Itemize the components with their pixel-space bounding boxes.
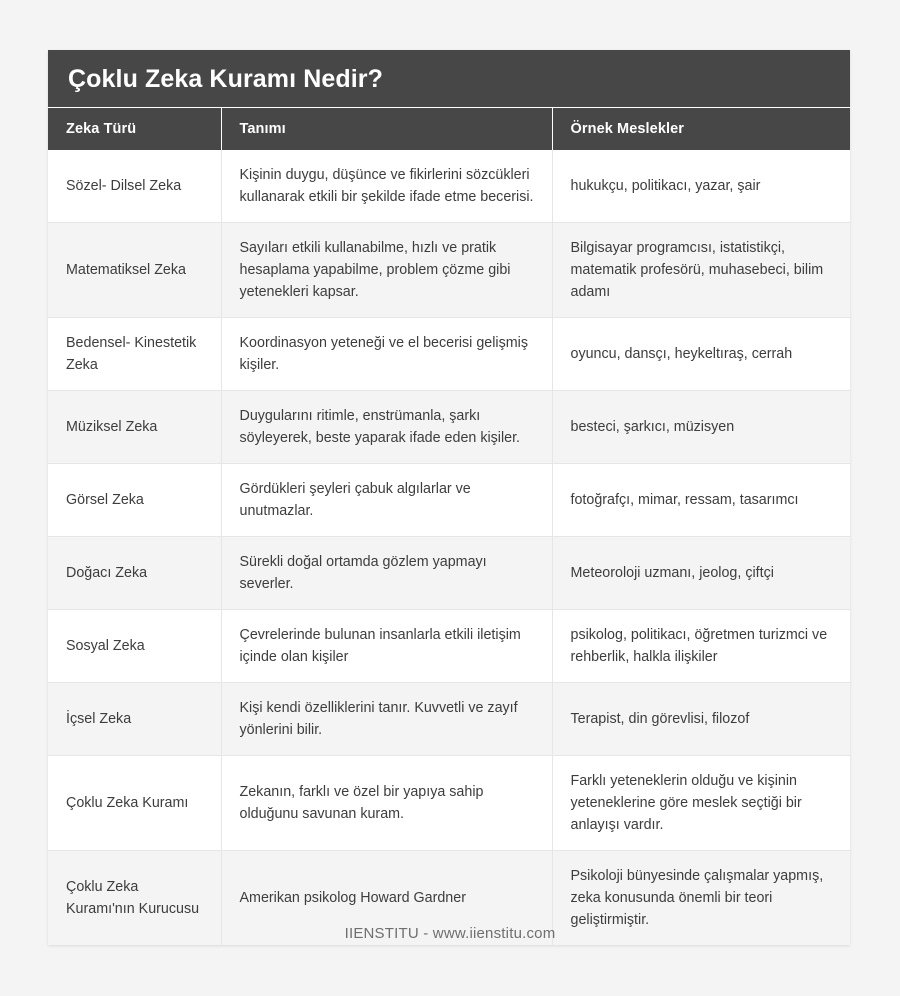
- cell-example-jobs: besteci, şarkıcı, müzisyen: [552, 391, 850, 464]
- cell-intelligence-type: Çoklu Zeka Kuramı: [48, 756, 221, 851]
- cell-example-jobs: hukukçu, politikacı, yazar, şair: [552, 150, 850, 223]
- page-title: Çoklu Zeka Kuramı Nedir?: [48, 50, 850, 108]
- cell-intelligence-type: Bedensel- Kinestetik Zeka: [48, 318, 221, 391]
- table-row: [48, 464, 850, 537]
- table-row: [48, 150, 850, 223]
- cell-example-jobs: Farklı yeteneklerin olduğu ve kişinin yeteneklerine göre meslek seçtiği bir anlayışı vardır.: [552, 756, 850, 851]
- column-header-jobs: Örnek Meslekler: [552, 108, 850, 150]
- cell-definition: Kişi kendi özelliklerini tanır. Kuvvetli ve zayıf yönlerini bilir.: [221, 683, 552, 756]
- footer-attribution: IIENSTITU - www.iienstitu.com: [344, 925, 556, 942]
- intelligence-types-table: [48, 108, 850, 945]
- table-header: [48, 108, 850, 150]
- cell-definition: Çevrelerinde bulunan insanlarla etkili iletişim içinde olan kişiler: [221, 610, 552, 683]
- cell-example-jobs: fotoğrafçı, mimar, ressam, tasarımcı: [552, 464, 850, 537]
- column-header-definition: Tanımı: [221, 108, 552, 150]
- cell-intelligence-type: İçsel Zeka: [48, 683, 221, 756]
- table-row: [48, 683, 850, 756]
- cell-intelligence-type: Çoklu Zeka Kuramı'nın Kurucusu: [48, 851, 221, 946]
- table-row: [48, 223, 850, 318]
- cell-definition: Zekanın, farklı ve özel bir yapıya sahip olduğunu savunan kuram.: [221, 756, 552, 851]
- infographic-card: [48, 50, 850, 945]
- cell-definition: Duygularını ritimle, enstrümanla, şarkı söyleyerek, beste yaparak ifade eden kişiler.: [221, 391, 552, 464]
- cell-example-jobs: oyuncu, dansçı, heykeltıraş, cerrah: [552, 318, 850, 391]
- table-header-row: [48, 108, 850, 150]
- table-row: [48, 318, 850, 391]
- cell-intelligence-type: Doğacı Zeka: [48, 537, 221, 610]
- cell-definition: Kişinin duygu, düşünce ve fikirlerini sözcükleri kullanarak etkili bir şekilde ifade etme becerisi.: [221, 150, 552, 223]
- cell-intelligence-type: Matematiksel Zeka: [48, 223, 221, 318]
- cell-example-jobs: psikolog, politikacı, öğretmen turizmci ve rehberlik, halkla ilişkiler: [552, 610, 850, 683]
- table-row: [48, 756, 850, 851]
- table-body: [48, 150, 850, 945]
- cell-example-jobs: Bilgisayar programcısı, istatistikçi, matematik profesörü, muhasebeci, bilim adamı: [552, 223, 850, 318]
- cell-definition: Koordinasyon yeteneği ve el becerisi gelişmiş kişiler.: [221, 318, 552, 391]
- cell-definition: Gördükleri şeyleri çabuk algılarlar ve unutmazlar.: [221, 464, 552, 537]
- cell-definition: Amerikan psikolog Howard Gardner: [221, 851, 552, 946]
- cell-example-jobs: Meteoroloji uzmanı, jeolog, çiftçi: [552, 537, 850, 610]
- table-row: [48, 391, 850, 464]
- cell-example-jobs: Psikoloji bünyesinde çalışmalar yapmış, zeka konusunda önemli bir teori geliştirmiştir.: [552, 851, 850, 946]
- table-row: [48, 610, 850, 683]
- cell-intelligence-type: Sosyal Zeka: [48, 610, 221, 683]
- cell-example-jobs: Terapist, din görevlisi, filozof: [552, 683, 850, 756]
- cell-intelligence-type: Sözel- Dilsel Zeka: [48, 150, 221, 223]
- table-row: [48, 537, 850, 610]
- cell-definition: Sayıları etkili kullanabilme, hızlı ve pratik hesaplama yapabilme, problem çözme gibi yetenekleri kapsar.: [221, 223, 552, 318]
- cell-intelligence-type: Görsel Zeka: [48, 464, 221, 537]
- cell-definition: Sürekli doğal ortamda gözlem yapmayı severler.: [221, 537, 552, 610]
- cell-intelligence-type: Müziksel Zeka: [48, 391, 221, 464]
- column-header-type: Zeka Türü: [48, 108, 221, 150]
